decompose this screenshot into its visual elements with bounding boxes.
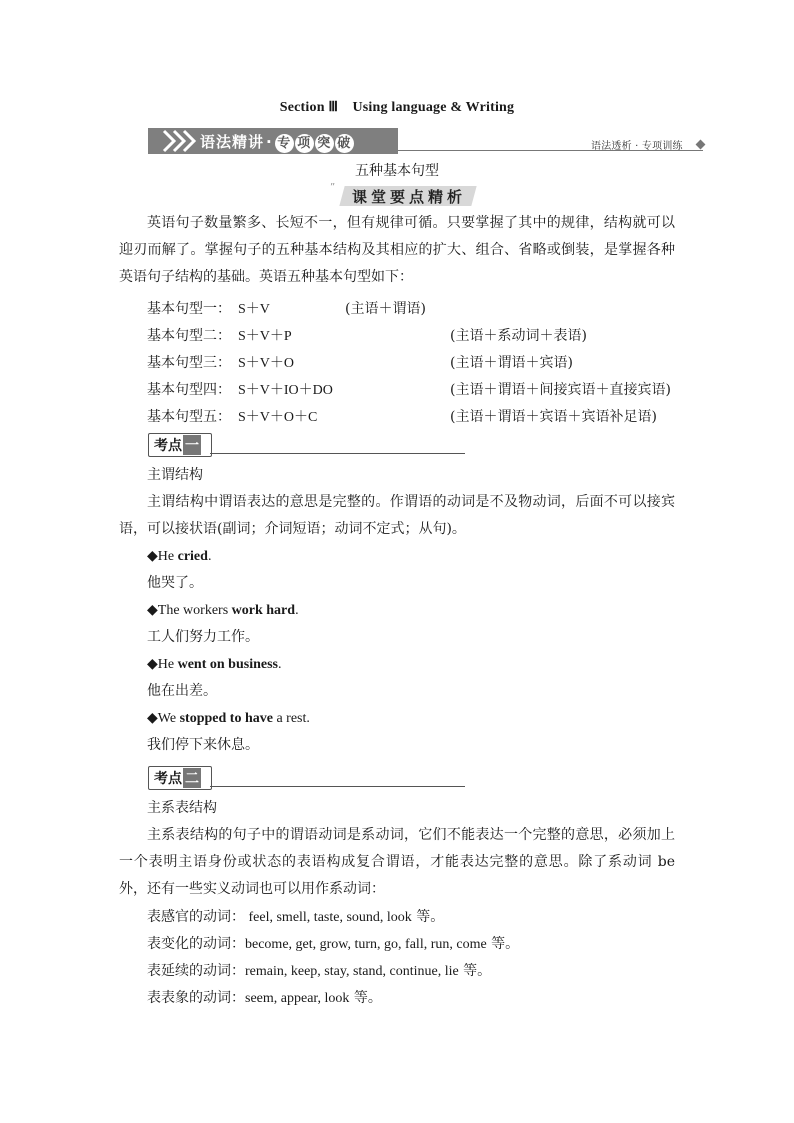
- verb-suffix: 等。: [458, 963, 492, 979]
- pattern-label: 基本句型五：: [147, 409, 231, 425]
- example-sentence: [147, 597, 299, 624]
- pattern-formula: S＋V＋IO＋DO: [238, 383, 333, 398]
- kaodian-2-desc: 主系表结构的句子中的谓语动词是系动词，它们不能表达一个完整的意思，必须加上一个表明主语身份或状态的表语构成复合谓语，才能表达完整的意思。除了系动词 be 外，还有一些实义动词也可以用作系动词：: [119, 827, 675, 897]
- example-post: .: [295, 603, 299, 618]
- kaodian-2-heading: 主系表结构: [147, 800, 217, 816]
- verb-words: seem, appear, look: [245, 991, 350, 1006]
- kaodian-2-label: [154, 768, 201, 788]
- pattern-label: 基本句型三：: [147, 355, 231, 371]
- banner-sep: ·: [266, 133, 273, 151]
- diamond-icon: [696, 140, 706, 150]
- verb-words: become, get, grow, turn, go, fall, run, come: [245, 937, 487, 952]
- verb-category: [147, 931, 519, 958]
- banner-char: 专: [275, 134, 294, 153]
- example-bold: stopped to have: [179, 711, 273, 726]
- kaodian-number: 一: [183, 435, 201, 455]
- diamond-bullet-icon: ◆: [147, 656, 158, 672]
- example-pre: He: [157, 549, 178, 564]
- pattern-formula: S＋V＋O＋C: [238, 410, 318, 425]
- example-pre: We: [157, 711, 180, 726]
- diamond-bullet-icon: ◆: [147, 710, 158, 726]
- pattern-formula: S＋V＋O: [238, 356, 295, 371]
- verb-words: feel, smell, taste, sound, look: [245, 910, 412, 925]
- section-banner-label: 课堂要点精析: [352, 188, 467, 206]
- example-translation: 我们停下来休息。: [147, 737, 259, 753]
- example-post: a rest.: [272, 711, 310, 726]
- example-translation: 他在出差。: [147, 683, 217, 699]
- example-sentence: [147, 705, 310, 732]
- pattern-desc: (主语＋谓语＋宾语＋宾语补足语): [450, 409, 657, 425]
- pattern-desc: (主语＋谓语): [345, 301, 426, 317]
- example-bold: cried: [177, 549, 208, 564]
- pattern-label: 基本句型四：: [147, 382, 231, 398]
- pattern-label: 基本句型二：: [147, 328, 231, 344]
- subtitle: 五种基本句型: [355, 163, 439, 179]
- diamond-bullet-icon: ◆: [147, 548, 158, 564]
- example-bold: went on business: [177, 657, 278, 672]
- example-post: .: [277, 657, 282, 672]
- pattern-desc: (主语＋系动词＋表语): [450, 328, 587, 344]
- header-banner-label: [200, 131, 355, 153]
- verb-suffix: 等。: [411, 909, 445, 925]
- quote-mark-icon: ”: [330, 182, 336, 193]
- example-pre: He: [157, 657, 178, 672]
- verb-words: remain, keep, stay, stand, continue, lie: [245, 964, 459, 979]
- kaodian-2-rule: [210, 786, 465, 787]
- example-sentence: [147, 543, 211, 570]
- example-post: .: [207, 549, 212, 564]
- kaodian-label-text: 考点: [154, 771, 182, 787]
- verb-suffix: 等。: [486, 936, 520, 952]
- diamond-bullet-icon: ◆: [147, 602, 158, 618]
- banner-char: 破: [335, 134, 354, 153]
- kaodian-1-rule: [210, 453, 465, 454]
- example-translation: 他哭了。: [147, 575, 203, 591]
- verb-category-label: 表表象的动词：: [147, 990, 245, 1006]
- verb-category: [147, 958, 491, 985]
- verb-category: [147, 985, 382, 1012]
- kaodian-1-label: [154, 435, 201, 455]
- example-sentence: [147, 651, 281, 678]
- example-translation: 工人们努力工作。: [147, 629, 259, 645]
- kaodian-number: 二: [183, 768, 201, 788]
- kaodian-1-heading: 主谓结构: [147, 467, 203, 483]
- pattern-formula: S＋V: [238, 302, 270, 317]
- pattern-formula: S＋V＋P: [238, 329, 292, 344]
- verb-category: [147, 904, 444, 931]
- verb-category-label: 表延续的动词：: [147, 963, 245, 979]
- pattern-label: 基本句型一：: [147, 301, 231, 317]
- example-bold: work hard: [231, 603, 296, 618]
- pattern-desc: (主语＋谓语＋宾语): [450, 355, 573, 371]
- verb-suffix: 等。: [349, 990, 382, 1006]
- example-pre: The workers: [157, 603, 232, 618]
- verb-category-label: 表感官的动词：: [147, 909, 245, 925]
- pattern-desc: (主语＋谓语＋间接宾语＋直接宾语): [450, 382, 671, 398]
- banner-char: 项: [295, 134, 314, 153]
- page-title: Section Ⅲ Using language & Writing: [279, 100, 515, 115]
- verb-category-label: 表变化的动词：: [147, 936, 245, 952]
- kaodian-label-text: 考点: [154, 438, 182, 454]
- banner-part1: 语法精讲: [200, 133, 265, 151]
- kaodian-1-desc: 主谓结构中谓语表达的意思是完整的。作谓语的动词是不及物动词，后面不可以接宾语，可以接状语(副词；介词短语；动词不定式；从句)。: [119, 494, 675, 537]
- side-label: 语法透析 · 专项训练: [591, 141, 683, 152]
- intro-paragraph: 英语句子数量繁多、长短不一，但有规律可循。只要掌握了其中的规律，结构就可以迎刃而解了。掌握句子的五种基本结构及其相应的扩大、组合、省略或倒装，是掌握各种英语句子结构的基础。英语五种基本句型如下：: [119, 215, 675, 285]
- banner-char: 突: [315, 134, 334, 153]
